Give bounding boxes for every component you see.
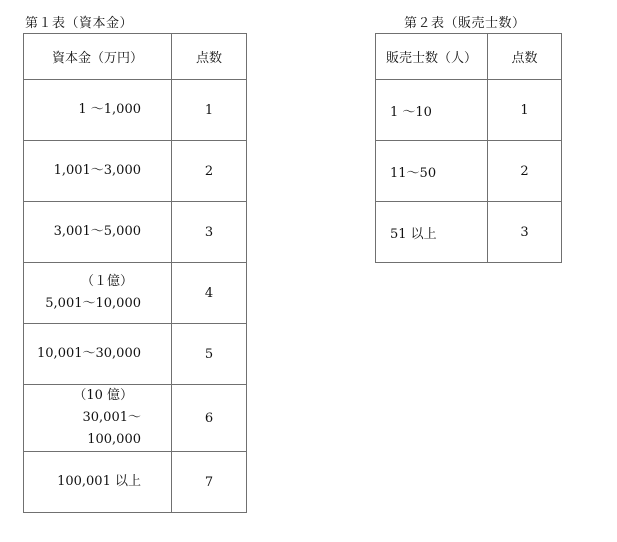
unit-note: （１億） bbox=[80, 274, 133, 289]
unit-note: （10 億） bbox=[73, 388, 133, 403]
table-row bbox=[376, 80, 562, 141]
capital-range-cell bbox=[24, 263, 172, 324]
capital-range-cell: 3,001〜5,000 bbox=[24, 202, 172, 263]
table1-caption: 第１表（資本金） bbox=[25, 16, 134, 31]
table-row bbox=[24, 324, 247, 385]
table-row bbox=[24, 202, 247, 263]
capital-range-text: 30,001〜 bbox=[82, 410, 141, 425]
capital-points-table bbox=[23, 33, 247, 513]
table-row bbox=[24, 141, 247, 202]
table-row bbox=[376, 202, 562, 263]
header-points: 点数 bbox=[488, 34, 562, 80]
capital-range-cell: 100,001 以上 bbox=[24, 452, 172, 513]
capital-range-cell bbox=[24, 385, 172, 452]
points-cell: 1 bbox=[172, 80, 247, 141]
table-header-row bbox=[24, 34, 247, 80]
points-cell: 2 bbox=[488, 141, 562, 202]
table-row bbox=[24, 263, 247, 324]
table-header-row bbox=[376, 34, 562, 80]
table-row bbox=[376, 141, 562, 202]
header-capital: 資本金（万円） bbox=[24, 34, 172, 80]
points-cell: 2 bbox=[172, 141, 247, 202]
capital-range-text: 5,001〜10,000 bbox=[45, 296, 141, 311]
table-row bbox=[24, 385, 247, 452]
points-cell: 3 bbox=[172, 202, 247, 263]
points-cell: 7 bbox=[172, 452, 247, 513]
capital-range-cell: 1,001〜3,000 bbox=[24, 141, 172, 202]
staff-range-cell: 51 以上 bbox=[376, 202, 488, 263]
table-row bbox=[24, 80, 247, 141]
table-row bbox=[24, 452, 247, 513]
header-sales-staff: 販売士数（人） bbox=[376, 34, 488, 80]
points-cell: 4 bbox=[172, 263, 247, 324]
points-cell: 5 bbox=[172, 324, 247, 385]
points-cell: 6 bbox=[172, 385, 247, 452]
points-cell: 3 bbox=[488, 202, 562, 263]
capital-range-cell: 10,001〜30,000 bbox=[24, 324, 172, 385]
header-points: 点数 bbox=[172, 34, 247, 80]
capital-range-text: 100,000 bbox=[87, 432, 141, 447]
capital-range-cell: 1 〜1,000 bbox=[24, 80, 172, 141]
points-cell: 1 bbox=[488, 80, 562, 141]
table2-caption: 第２表（販売士数） bbox=[404, 16, 526, 31]
staff-range-cell: 1 〜10 bbox=[376, 80, 488, 141]
staff-range-cell: 11〜50 bbox=[376, 141, 488, 202]
sales-staff-points-table bbox=[375, 33, 562, 263]
